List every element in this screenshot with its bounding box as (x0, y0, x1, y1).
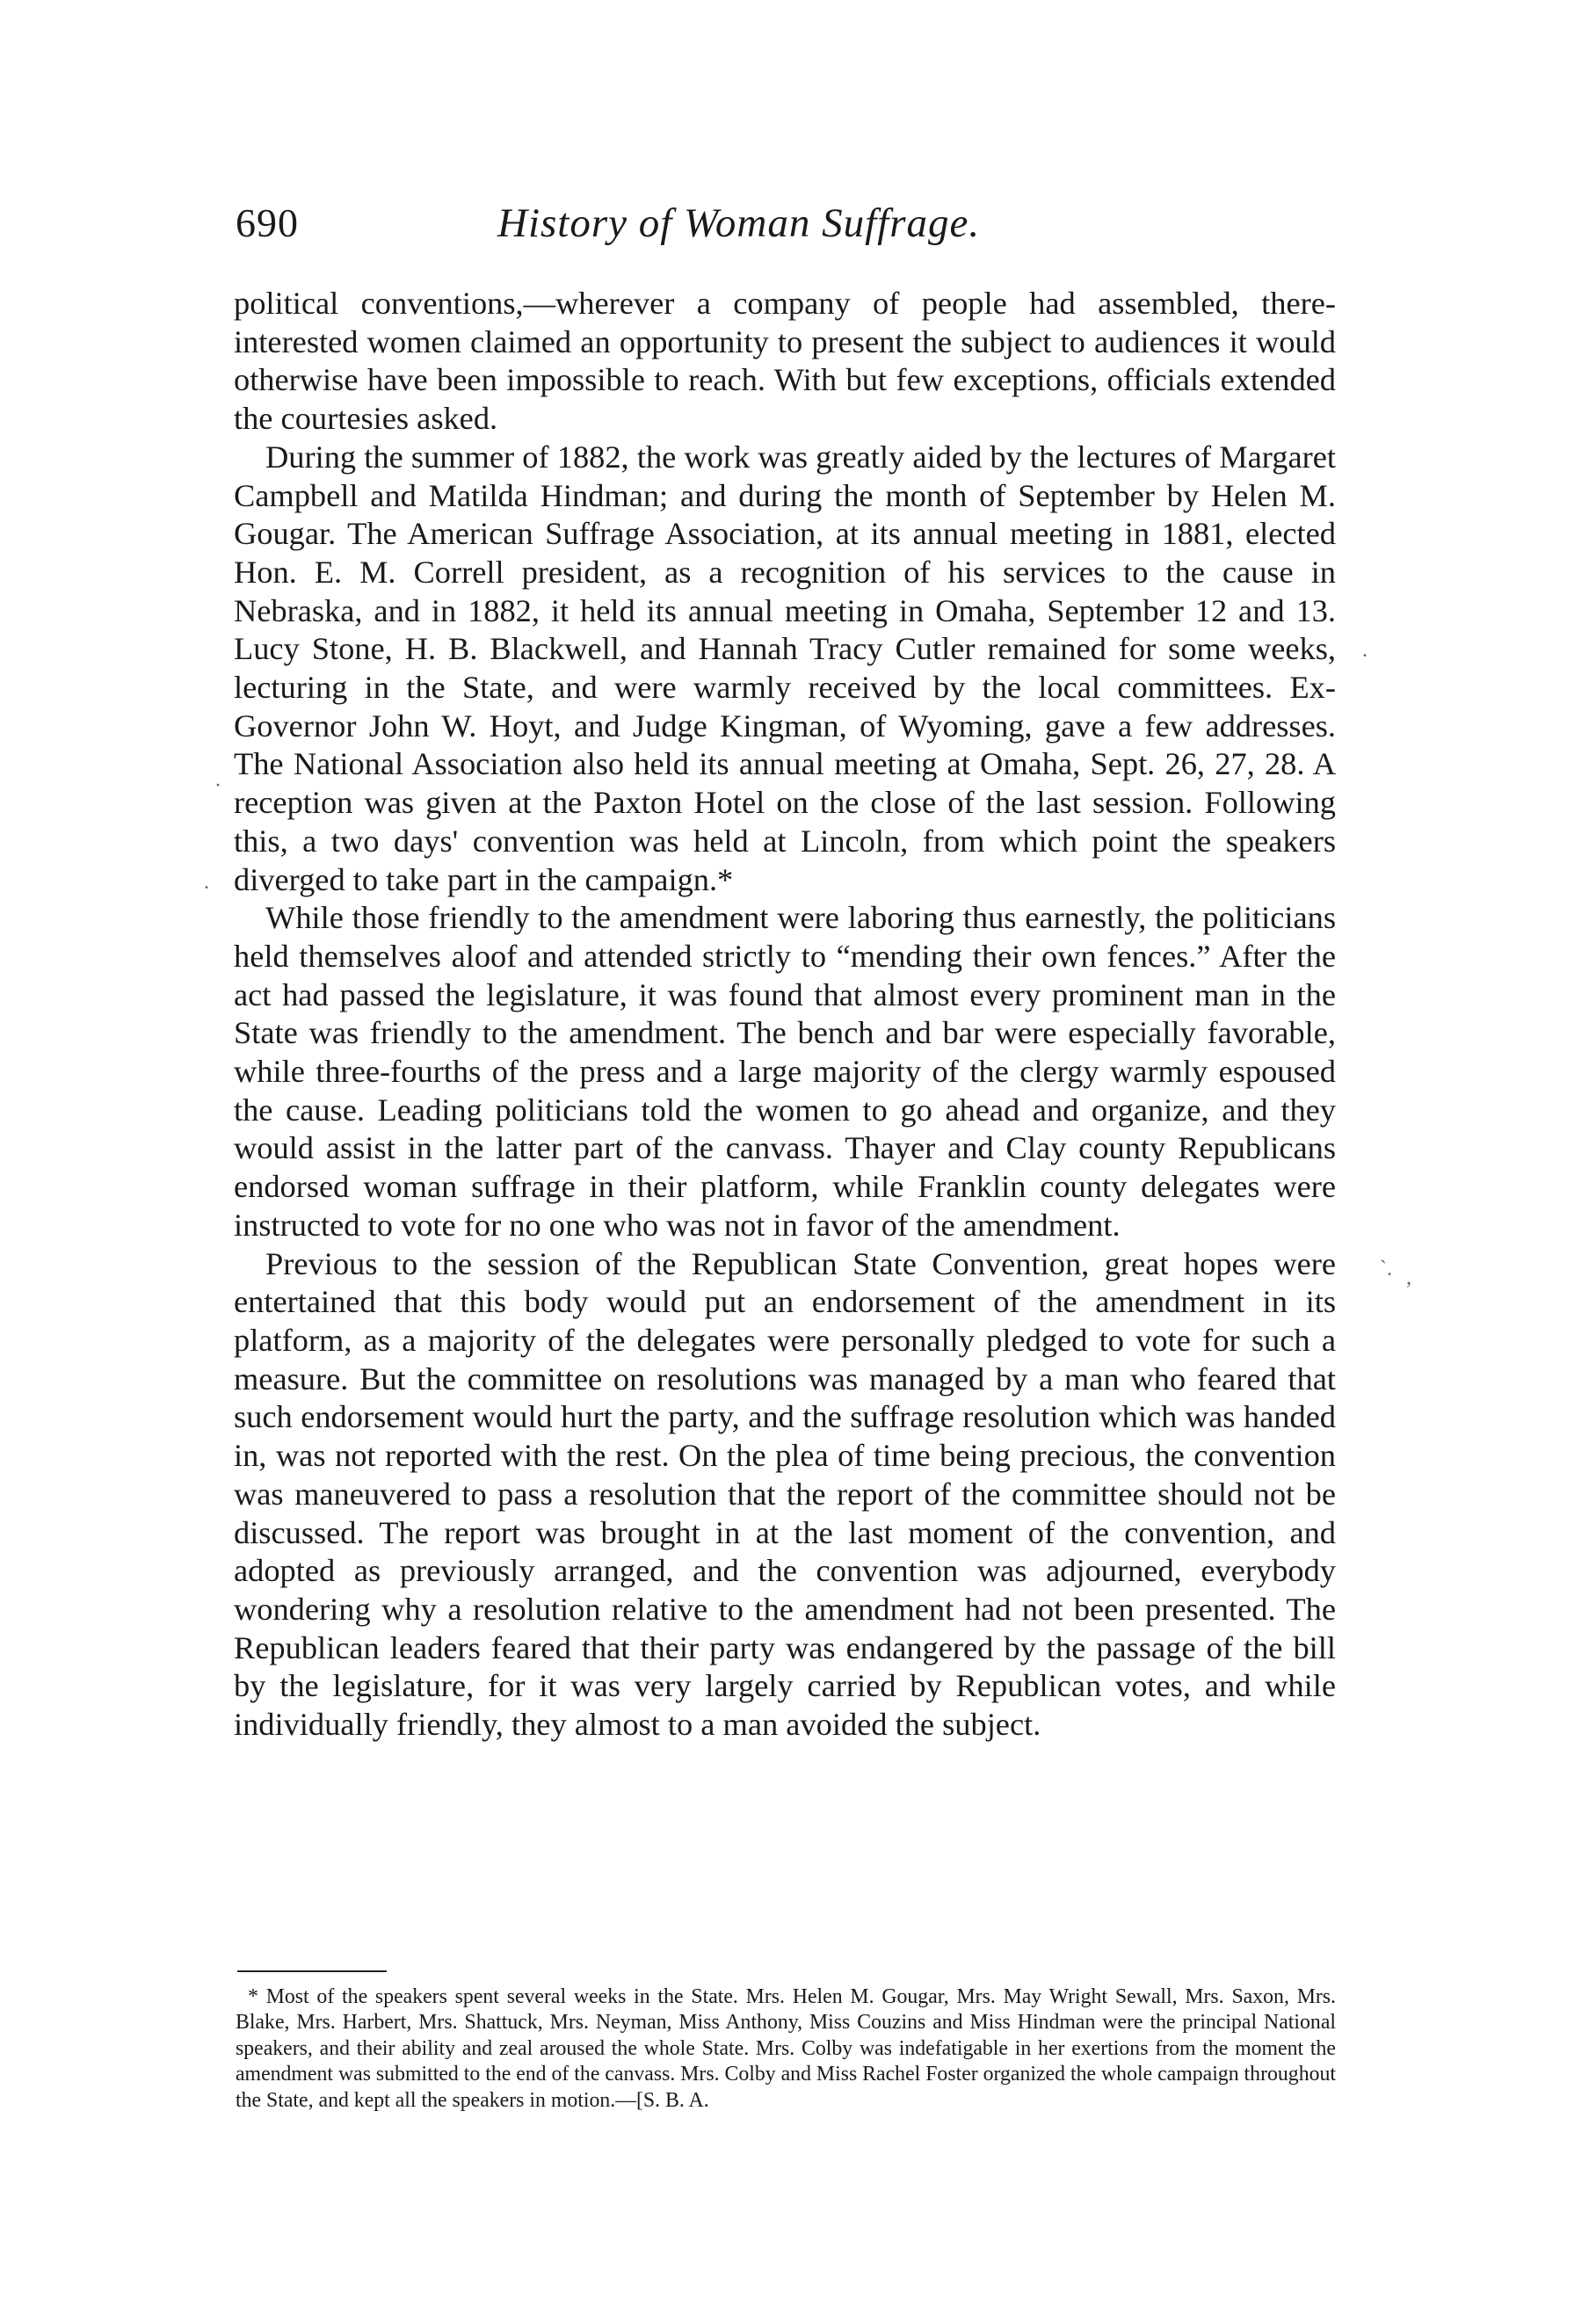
footnote-text: * Most of the speakers spent several weeks in the State. Mrs. Helen M. Gougar, Mrs. May Wright Sewall, Mrs. Saxon, Mrs. Blake, Mrs. Harbert, Mrs. Shattuck, Mrs. Neyman, Miss Anthony, Miss Couzins and Miss Hindman were the principal National speakers, and their ability and zeal aroused the whole State. Mrs. Colby was indefatigable in her exertions from the moment the amendment was submitted to the end of the canvass. Mrs. Colby and Miss Rachel Foster organized the whole campaign throughout the State, and kept all the speakers in motion.—[S. B. A. (236, 1985, 1336, 2112)
margin-speck: , (1406, 1266, 1411, 1289)
footnote (236, 1984, 1336, 2114)
margin-speck: . (1362, 639, 1367, 662)
page-number: 690 (236, 200, 299, 245)
margin-speck: . (204, 871, 209, 894)
paragraph-republican-convention: Previous to the session of the Republican State Convention, great hopes were entertained that this body would put an endorsement of the amendment in its platform, as a majority of the delegates were personally pledged to vote for such a measure. But the committee on resolutions was managed by a man who feared that such endorsement would hurt the party, and the suffrage resolution which was handed in, was not reported with the rest. On the plea of time being precious, the convention was maneuvered to pass a resolution that the report of the committee should not be discussed. The report was brought in at the last moment of the convention, and adopted as previously arranged, and the convention was adjourned, everybody wondering why a resolution relative to the amendment had not been presented. The Republican leaders feared that their party was endangered by the passage of the bill by the legislature, for it was very largely carried by Republican votes, and while individually friendly, they almost to a man avoided the subject. (234, 1245, 1336, 1743)
body-text (234, 285, 1336, 1745)
paragraph-continued: political conventions,—wherever a company of people had assembled, there-interested women claimed an opportunity to present the subject to audiences it would otherwise have been impossible to reach. With but few exceptions, officials extended the courtesies asked. (234, 286, 1336, 437)
paragraph-summer-1882: During the summer of 1882, the work was greatly aided by the lectures of Margaret Campbell and Matilda Hindman; and during the month of September by Helen M. Gougar. The American Suffrage Association, at its annual meeting in 1881, elected Hon. E. M. Correll president, as a recognition of his services to the cause in Nebraska, and in 1882, it held its annual meeting in Omaha, September 12 and 13. Lucy Stone, H. B. Blackwell, and Hannah Tracy Cutler remained for some weeks, lecturing in the State, and were warmly received by the local committees. Ex-Governor John W. Hoyt, and Judge Kingman, of Wyoming, gave a few addresses. The National Association also held its annual meeting at Omaha, Sept. 26, 27, 28. A reception was given at the Paxton Hotel on the close of the last session. Following this, a two days' convention was held at Lincoln, from which point the speakers diverged to take part in the campaign.* (234, 439, 1336, 897)
running-title: History of Woman Suffrage. (497, 200, 981, 246)
margin-speck: `. (1380, 1258, 1392, 1280)
running-head (236, 195, 1336, 251)
paragraph-politicians: While those friendly to the amendment were laboring thus earnestly, the politicians held themselves aloof and attended strictly to “mending their own fences.” After the act had passed the legislature, it was found that almost every prominent man in the State was friendly to the amendment. The bench and bar were especially favorable, while three-fourths of the press and a large majority of the clergy warmly espoused the cause. Leading politicians told the women to go ahead and organize, and they would assist in the latter part of the canvass. Thayer and Clay county Republicans endorsed woman suffrage in their platform, while Franklin county delegates were instructed to vote for no one who was not in favor of the amendment. (234, 900, 1336, 1243)
margin-speck: · (214, 774, 221, 797)
footnote-rule (237, 1970, 387, 1972)
